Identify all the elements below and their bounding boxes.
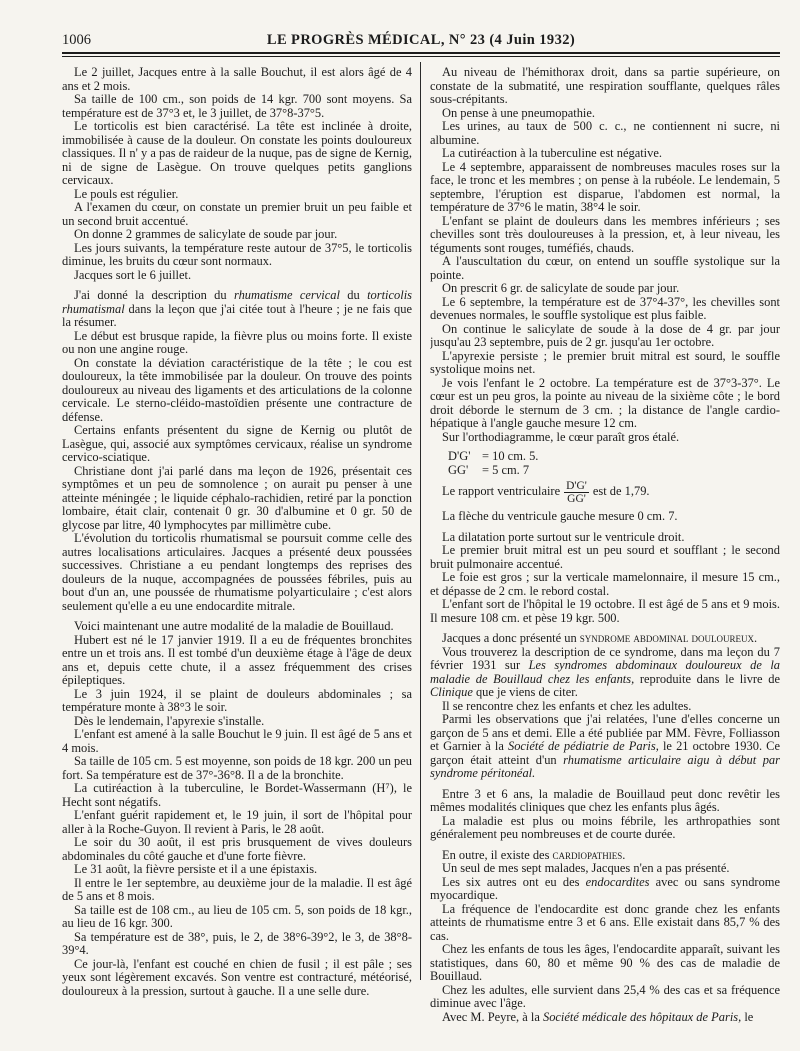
fraction-numerator: D'G' xyxy=(566,479,587,492)
paragraph: On constate la déviation caractéristique de la tête ; le cou est douloureux, la tête immobilisée par la douleur. On trouve des points douloureux au niveau des ligaments et des articulations de la colonne cervicale. Le sterno-cléido-mastoïdien présente une contracture de défense. xyxy=(62,355,412,424)
paragraph: Chez les enfants de tous les âges, l'endocardite apparaît, suivant les statistiques, dans 60, 80 et même 90 % des cas de maladie de Bouillaud. xyxy=(430,942,780,983)
paragraph: Le soir du 30 août, il est pris brusquement de vives douleurs abdominales du côté gauche et d'une forte fièvre. xyxy=(62,835,412,863)
fraction-denominator: GG' xyxy=(567,492,586,505)
italic-run: Société de pédiatrie de Paris, xyxy=(507,739,659,753)
paragraph: Certains enfants présentent du signe de Kernig ou plutôt de Lasègue, qui, associé aux symptômes cervicaux, réalise un syndrome cervico-sciatique. xyxy=(62,423,412,464)
formula-text: est de 1,79. xyxy=(592,484,650,499)
page-header xyxy=(62,30,780,50)
paragraph: Le premier bruit mitral est un peu sourd et soufflant ; le second bruit pulmonaire accentué. xyxy=(430,543,780,571)
text-run: du xyxy=(339,288,368,302)
paragraph: La dilatation porte surtout sur le ventricule droit. xyxy=(442,529,685,544)
text-run: Les six autres ont eu des xyxy=(442,874,586,889)
italic-run: Clinique xyxy=(430,685,473,699)
text-run: reproduite dans le livre de xyxy=(634,671,780,686)
paragraph: L'apyrexie persiste ; le premier bruit mitral est sourd, le souffle systolique moins net. xyxy=(430,348,780,376)
paragraph: Dès le lendemain, l'apyrexie s'installe. xyxy=(74,713,265,728)
paragraph: Chez les adultes, elle survient dans 25,4 % des cas et sa fréquence diminue avec l'âge. xyxy=(430,982,780,1010)
paragraph: Jacques sort le 6 juillet. xyxy=(74,267,192,282)
text-run: Jacques a donc présenté un xyxy=(442,631,580,645)
column-separator xyxy=(420,62,421,980)
formula-line xyxy=(430,464,780,478)
header-rule-thin xyxy=(62,56,780,57)
smallcaps-run: syndrome abdominal douloureux. xyxy=(579,631,758,645)
paragraph: A l'examen du cœur, on constate un premier bruit un peu faible et un second bruit accentué. xyxy=(62,200,412,228)
text-run: En outre, il existe des xyxy=(442,847,553,862)
paragraph: Les jours suivants, la température reste autour de 37°5, le torticolis diminue, les bruits du cœur sont normaux. xyxy=(62,240,412,268)
smallcaps-run: cardiopathies. xyxy=(552,847,626,862)
paragraph xyxy=(430,713,780,781)
page-number: 1006 xyxy=(62,32,91,48)
paragraph: La flèche du ventricule gauche mesure 0 cm. 7. xyxy=(442,509,678,523)
paragraph: La maladie est plus ou moins fébrile, les arthropathies sont généralement peu nombreuses et de courte durée. xyxy=(430,813,780,841)
paragraph xyxy=(430,849,780,863)
paragraph: La fréquence de l'endocardite est donc grande chez les enfants atteints de rhumatisme entre 3 et 6 ans. Elle existait dans 85,7 % des cas. xyxy=(430,901,780,943)
paragraph: Il entre le 1er septembre, au deuxième jour de la maladie. Il est âgé de 5 ans et 8 mois. xyxy=(62,875,412,903)
italic-run: endocardites xyxy=(585,874,650,889)
paragraph xyxy=(62,289,412,330)
formula-value: = 5 cm. 7 xyxy=(482,463,530,478)
italic-run: rhumatisme cervical xyxy=(233,288,340,302)
paragraph: On prescrit 6 gr. de salicylate de soude par jour. xyxy=(442,281,680,295)
paragraph: Voici maintenant une autre modalité de la maladie de Bouillaud. xyxy=(74,619,394,633)
italic-run: torticolis rhumatismal xyxy=(62,288,412,316)
formula-value: = 10 cm. 5. xyxy=(482,449,539,464)
paragraph: Sa taille est de 108 cm., au lieu de 105 cm. 5, son poids de 18 kgr., au lieu de 16 kgr. 300. xyxy=(62,902,412,930)
italic-run: Les syndromes abdominaux douloureux de la maladie de Bouillaud chez les enfants, xyxy=(430,658,780,686)
paragraph: Sa taille de 105 cm. 5 est moyenne, son poids de 18 kgr. 200 un peu fort. Sa température est de 37°-36°8. Il a de la bronchite. xyxy=(62,754,412,782)
formula-line xyxy=(430,478,780,506)
paragraph: Le 4 septembre, apparaissent de nombreuses macules roses sur la face, le tronc et les membres ; on pense à la rubéole. Le lendemain, 5 septembre, l'éruption est disparue, l'abdomen est normal, la température de 37°6 le matin, 38°4 le soir. xyxy=(430,159,780,214)
paragraph: L'enfant guérit rapidement et, le 19 juin, il sort de l'hôpital pour aller à la Roche-Guyon. Il revient à Paris, le 28 août. xyxy=(62,808,412,836)
paragraph xyxy=(430,1011,780,1025)
paragraph: Ce jour-là, l'enfant est couché en chien de fusil ; il est pâle ; ses yeux sont légèrement excavés. Son ventre est contracturé, météorisé, douloureux à la pression, surtout à gauche. Il a une selle dure. xyxy=(62,956,412,998)
paragraph: On continue le salicylate de soude à la dose de 4 gr. par jour jusqu'au 23 septembre, puis de 2 gr. jusqu'au 1er octobre. xyxy=(430,321,780,349)
text-run: Vous trouverez la description de ce syndrome, dans ma leçon du 7 février 1931 sur xyxy=(430,644,780,672)
fraction xyxy=(564,480,589,505)
paragraph: On donne 2 grammes de salicylate de soude par jour. xyxy=(74,227,338,241)
paragraph: L'enfant sort de l'hôpital le 19 octobre. Il est âgé de 5 ans et 9 mois. Il mesure 108 cm. et pèse 19 kgr. 500. xyxy=(430,597,780,625)
paragraph: Le torticolis est bien caractérisé. La tête est inclinée à droite, immobilisée à cause de la douleur. On constate les points douloureux classiques. Il n' y a pas de raideur de la nuque, pas de signe de Kernig, ni de signe de Lasègue. On trouve quelques petits ganglions cervicaux. xyxy=(62,119,412,187)
text-run: J'ai donné la description du xyxy=(74,288,234,302)
paragraph: Les urines, au taux de 500 c. c., ne contiennent ni sucre, ni albumine. xyxy=(430,119,780,147)
paragraph xyxy=(430,876,780,903)
text-run: que je viens de citer. xyxy=(472,685,578,699)
paragraph: L'enfant est amené à la salle Bouchut le 9 juin. Il est âgé de 5 ans et 4 mois. xyxy=(62,727,412,755)
text-run: le 21 octobre 1930. Ce garçon était atteint d'un xyxy=(430,739,780,767)
text-run: dans la leçon que j'ai citée tout à l'heure ; je ne fais que la résumer. xyxy=(62,301,412,329)
paragraph: Le 31 août, la fièvre persiste et il a une épistaxis. xyxy=(74,862,318,876)
paragraph: Le pouls est régulier. xyxy=(74,186,179,201)
paragraph: Hubert est né le 17 janvier 1919. Il a eu de fréquentes bronchites entre un et trois ans. Il est tombé d'un deuxième étage à l'âge de deux ans et, depuis cette chute, il a assez fréquemment des crises épileptiques. xyxy=(62,632,412,687)
paragraph: Le foie est gros ; sur la verticale mamelonnaire, il mesure 15 cm., et dépasse de 2 cm. le rebord costal. xyxy=(430,570,780,598)
paragraph: Entre 3 et 6 ans, la maladie de Bouillaud peut donc revêtir les mêmes modalités cliniques que chez les enfants plus âgés. xyxy=(430,786,780,814)
italic-run: Société médicale des hôpitaux de Paris, xyxy=(542,1009,742,1024)
paragraph: Christiane dont j'ai parlé dans ma leçon de 1926, présentait ces symptômes et un peu de somnolence ; on aurait pu penser à une atteinte méningée ; le liquide céphalo-rachidien, retiré par la ponction lombaire, était clair, contenait 0 gr. 30 d'albumine et 0 gr. 50 de glycose par litre, 40 lymphocytes par millimètre cube. xyxy=(62,463,412,532)
paragraph: Un seul de mes sept malades, Jacques n'en a pas présenté. xyxy=(442,861,730,875)
paragraph: Le début est brusque rapide, la fièvre plus ou moins forte. Il existe ou non une angine rouge. xyxy=(62,328,412,356)
text-run: Parmi les observations que j'ai relatées, l'une d'elles concerne un garçon de 5 ans et demi. Elle a été publiée par MM. Fèvre, Folliasson et Garnier à la xyxy=(430,712,780,753)
formula-text: Le rapport ventriculaire xyxy=(442,484,561,499)
paragraph: On pense à une pneumopathie. xyxy=(442,105,596,120)
paragraph: Sa taille de 100 cm., son poids de 14 kgr. 700 sont moyens. Sa température est de 37°3 et, le 3 juillet, de 37°8-37°5. xyxy=(62,92,412,120)
text-run: Avec M. Peyre, à la xyxy=(442,1009,543,1024)
paragraph: L'enfant se plaint de douleurs dans les membres inférieurs ; ses chevilles sont très douloureuses à la pression, et, à leur niveau, les téguments sont rouges, tuméfiés, chauds. xyxy=(430,213,780,255)
paragraph: A l'auscultation du cœur, on entend un souffle systolique sur la pointe. xyxy=(430,254,780,282)
paragraph: La cutiréaction à la tuberculine est négative. xyxy=(442,146,662,160)
paragraph: Le 2 juillet, Jacques entre à la salle Bouchut, il est alors âgé de 4 ans et 2 mois. xyxy=(62,66,412,93)
paragraph: Sa température est de 38°, puis, le 2, de 38°6-39°2, le 3, de 38°8-39°4. xyxy=(62,929,412,957)
paragraph: La cutiréaction à la tuberculine, le Bordet-Wassermann (H⁷), le Hecht sont négatifs. xyxy=(62,781,412,809)
header-rule xyxy=(62,52,780,54)
text-run: avec ou sans syndrome myocardique. xyxy=(430,874,780,902)
paragraph: Je vois l'enfant le 2 octobre. La température est de 37°3-37°. Le cœur est un peu gros, la pointe au niveau de la sixième côte ; le bord droit déborde le sternum de 3 cm. ; la distance de l'angle cardio-hépatique à l'angle gauche mesure 12 cm. xyxy=(430,375,780,430)
text-run: le xyxy=(741,1009,754,1024)
formula-line xyxy=(430,450,780,464)
formula-label: GG' xyxy=(448,463,469,478)
formula-label: D'G' xyxy=(448,449,471,464)
paragraph: L'évolution du torticolis rhumatismal se poursuit comme celle des autres localisations articulaires. Jacques a présenté deux poussées successives. Christiane a eu pendant longtemps des reprises des douleurs de la nuque, accompagnées de poussées fébriles, puis au bout d'un an, une poussée de rhumatisme polyarticulaire ; c'est alors seulement qu'elle a eu une endocardite mitrale. xyxy=(62,531,412,613)
paragraph xyxy=(430,646,780,700)
journal-title: LE PROGRÈS MÉDICAL, N° 23 (4 Juin 1932) xyxy=(266,32,576,48)
paragraph: Le 6 septembre, la température est de 37°4-37°, les chevilles sont devenues normales, le souffle systolique est plus faible. xyxy=(430,294,780,322)
paragraph: Au niveau de l'hémithorax droit, dans sa partie supérieure, on constate de la submatité, une respiration soufflante, quelques râles sous-crépitants. xyxy=(430,66,780,106)
paragraph xyxy=(430,632,780,646)
paragraph: Il se rencontre chez les enfants et chez les adultes. xyxy=(442,698,692,713)
paragraph: Le 3 juin 1924, il se plaint de douleurs abdominales ; sa température monte à 38°3 le soir. xyxy=(62,686,412,714)
ratio-formula xyxy=(430,450,780,506)
paragraph: Sur l'orthodiagramme, le cœur paraît gros étalé. xyxy=(442,429,680,444)
right-column xyxy=(430,66,780,1044)
left-column xyxy=(62,66,412,1044)
italic-run: rhumatisme articulaire aigu à début par syndrome péritonéal. xyxy=(430,752,780,780)
